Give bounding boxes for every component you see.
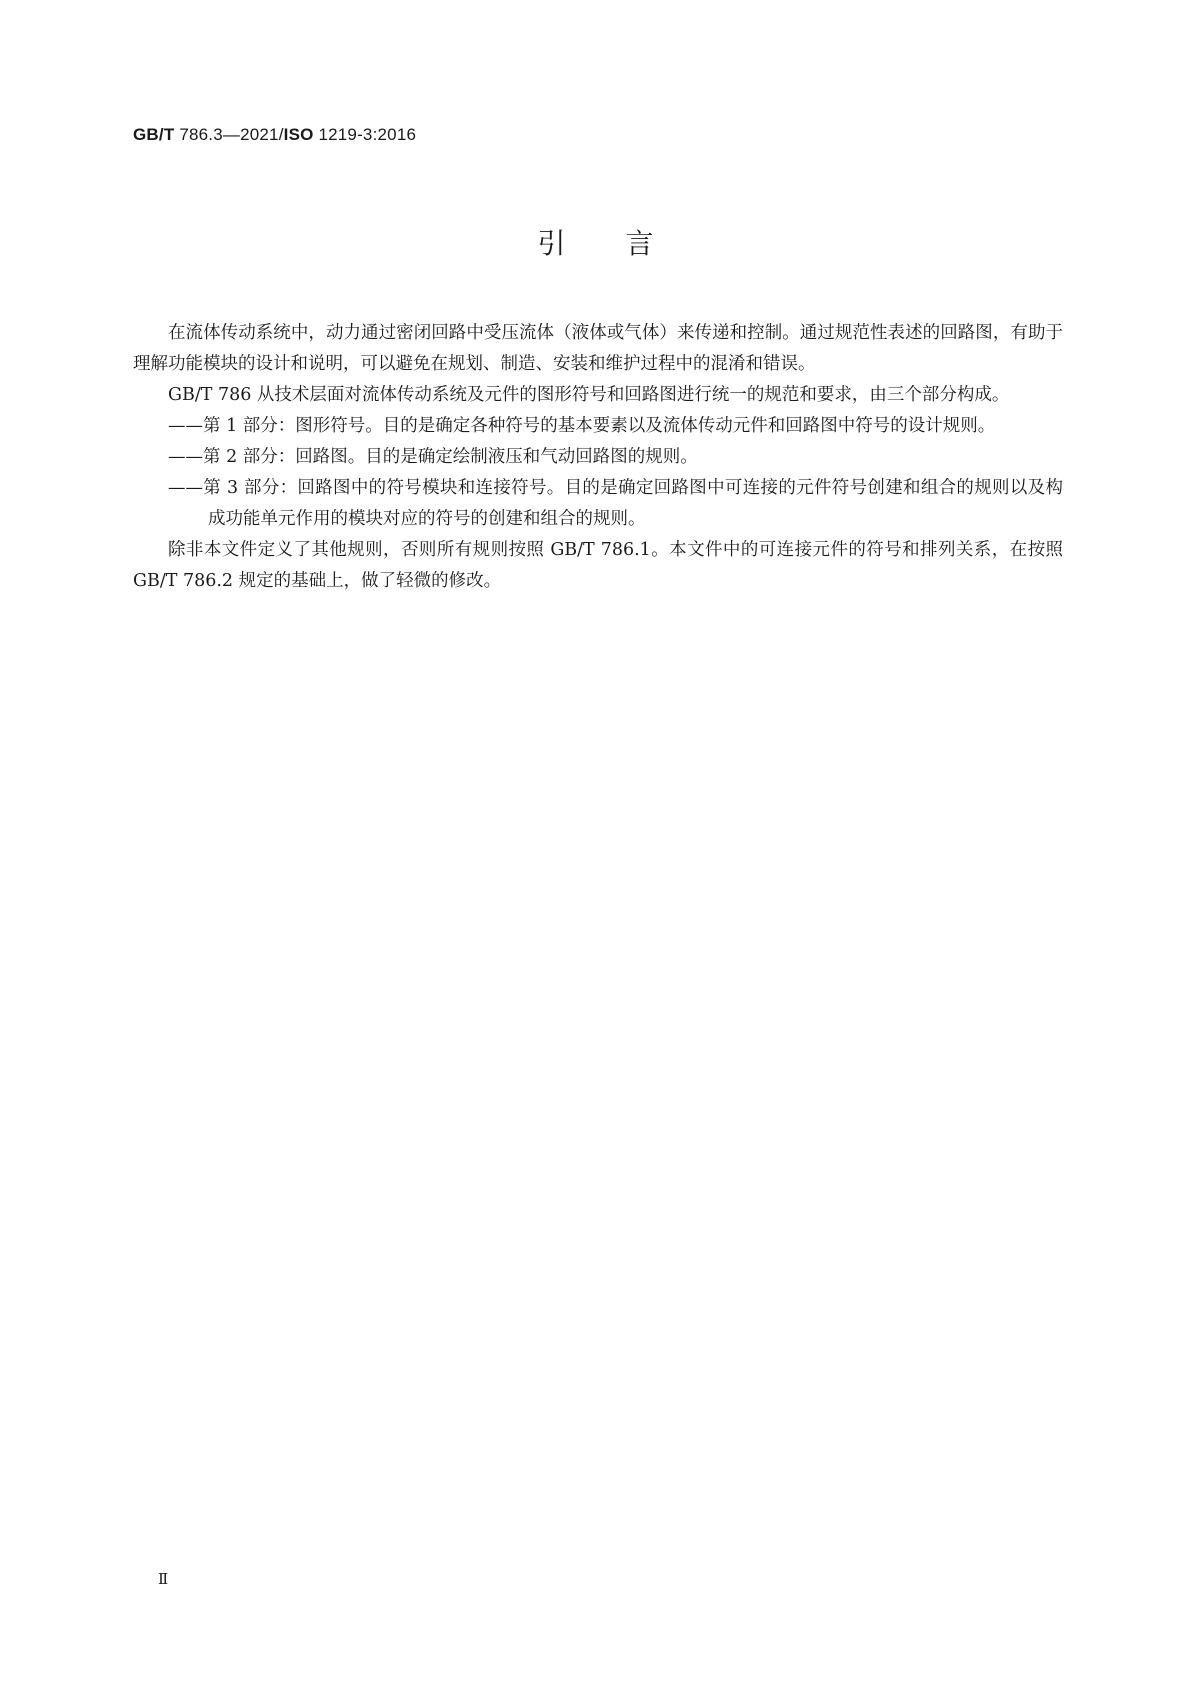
header-code-number: 786.3—2021/ <box>174 125 284 144</box>
paragraph-1: 在流体传动系统中，动力通过密闭回路中受压流体（液体或气体）来传递和控制。通过规范性表述的回路图，有助于理解功能模块的设计和说明，可以避免在规划、制造、安装和维护过程中的混淆和错误。 <box>133 323 1063 374</box>
header-code-iso-number: 1219-3:2016 <box>313 125 417 144</box>
header-code-gbt: GB/T <box>133 125 175 144</box>
paragraph-2: GB/T 786 从技术层面对流体传动系统及元件的图形符号和回路图进行统一的规范和要求，由三个部分构成。 <box>168 385 1010 405</box>
page-number: Ⅱ <box>158 1570 169 1588</box>
document-code-header <box>133 125 416 145</box>
header-code-iso: ISO <box>283 125 314 144</box>
section-title: 引言 <box>537 227 714 260</box>
list-item-part-3: ——第 3 部分：回路图中的符号模块和连接符号。目的是确定回路图中可连接的元件符号创建和组合的规则以及构成功能单元作用的模块对应的符号的创建和组合的规则。 <box>168 478 1063 529</box>
list-item-part-2: ——第 2 部分：回路图。目的是确定绘制液压和气动回路图的规则。 <box>168 447 698 467</box>
introduction-body <box>133 318 1063 597</box>
list-item-part-1: ——第 1 部分：图形符号。目的是确定各种符号的基本要素以及流体传动元件和回路图中符号的设计规则。 <box>168 416 996 436</box>
closing-paragraph: 除非本文件定义了其他规则，否则所有规则按照 GB/T 786.1。本文件中的可连接元件的符号和排列关系，在按照 GB/T 786.2 规定的基础上，做了轻微的修改。 <box>133 540 1063 591</box>
